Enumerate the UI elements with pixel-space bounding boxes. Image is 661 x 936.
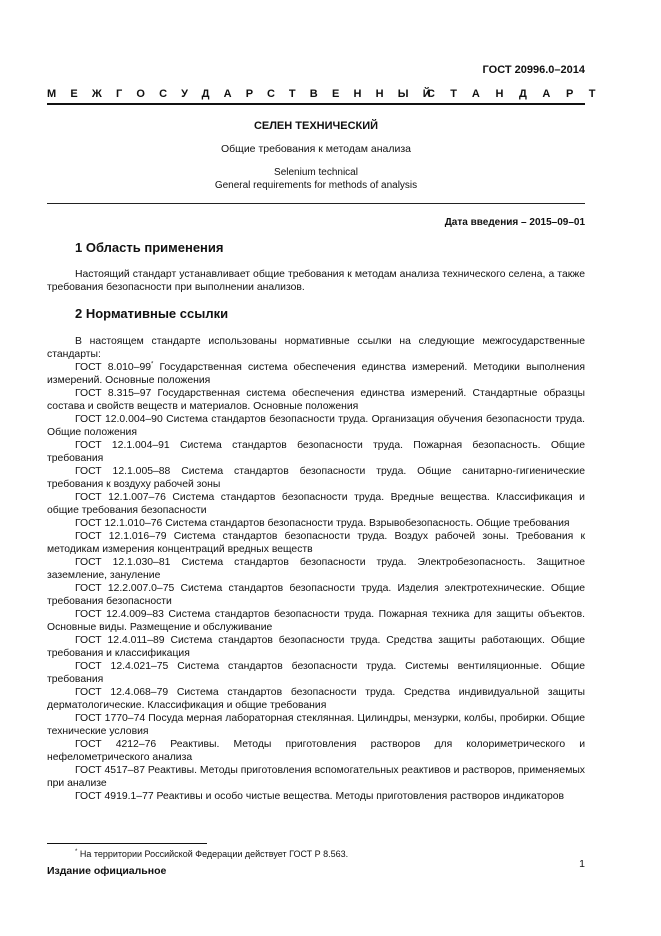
reference-item xyxy=(47,764,585,790)
reference-title: Реактивы. Методы приготовления вспомогательных реактивов и растворов, применяемых при анализе xyxy=(47,765,586,789)
reference-code: ГОСТ 12.1.005–88 xyxy=(75,466,171,477)
reference-title: Система стандартов безопасности труда. Пожарная техника для защиты объектов. Основные виды. Размещение и обслуживание xyxy=(47,609,585,633)
reference-title: Система стандартов безопасности труда. Воздух рабочей зоны. Требования к методикам измерения концентраций вредных веществ xyxy=(47,531,585,555)
reference-code: ГОСТ 12.1.030–81 xyxy=(75,557,171,568)
reference-code: ГОСТ 8.315–97 xyxy=(75,388,152,399)
reference-title: Система стандартов безопасности труда. Электробезопасность. Защитное заземление, зануление xyxy=(47,557,585,581)
reference-title: Система стандартов безопасности труда. Изделия электротехнические. Общие требования безопасности xyxy=(47,583,586,607)
section-1-body xyxy=(47,268,585,294)
reference-item xyxy=(47,556,585,582)
reference-code: ГОСТ 12.4.009–83 xyxy=(75,609,164,620)
footnote xyxy=(75,849,348,859)
reference-title: Система стандартов безопасности труда. Средства индивидуальной защиты дерматологические. Классификация и общие требования xyxy=(47,687,585,711)
reference-item xyxy=(47,634,585,660)
footnote-text: На территории Российской Федерации действует ГОСТ Р 8.563. xyxy=(77,849,349,859)
reference-title: Государственная система обеспечения единства измерений. Стандартные образцы состава и свойств веществ и материалов. Основные положения xyxy=(47,388,585,412)
reference-title: Система стандартов безопасности труда. Организация обучения безопасности труда. Общие положения xyxy=(47,414,585,438)
banner-word-standard: СТАНДАРТ xyxy=(427,88,612,100)
banner-word-interstate: МЕЖГОСУДАРСТВЕННЫЙ xyxy=(47,88,445,100)
reference-item xyxy=(47,686,585,712)
footnote-mark: * xyxy=(75,849,78,855)
reference-item xyxy=(47,387,585,413)
reference-code: ГОСТ 12.2.007.0–75 xyxy=(75,583,175,594)
header-divider xyxy=(47,103,585,105)
normative-references xyxy=(47,335,585,803)
reference-code: ГОСТ 12.1.007–76 xyxy=(75,492,166,503)
reference-item xyxy=(47,361,585,387)
reference-item xyxy=(47,413,585,439)
reference-code: ГОСТ 12.1.004–91 xyxy=(75,440,170,451)
reference-code: ГОСТ 12.4.021–75 xyxy=(75,661,169,672)
reference-item xyxy=(47,491,585,517)
standard-title-english: Selenium technical xyxy=(274,167,358,178)
reference-title: Система стандартов безопасности труда. Пожарная безопасность. Общие требования xyxy=(47,440,585,464)
section-1-paragraph: Настоящий стандарт устанавливает общие требования к методам анализа технического селена, а также требования безопасности при выполнении анализов. xyxy=(47,269,585,293)
reference-item xyxy=(47,582,585,608)
reference-title: Реактивы. Методы приготовления растворов для колориметрического и нефелометрического анализа xyxy=(47,739,585,763)
section-1-heading: 1 Область применения xyxy=(75,240,224,255)
reference-title: Посуда мерная лабораторная стеклянная. Цилиндры, мензурки, колбы, пробирки. Общие технические условия xyxy=(47,713,585,737)
reference-code: ГОСТ 12.1.016–79 xyxy=(75,531,167,542)
standard-subtitle: Общие требования к методам анализа xyxy=(221,143,411,155)
reference-code: ГОСТ 4212–76 xyxy=(75,739,157,750)
section-2-intro: В настоящем стандарте использованы нормативные ссылки на следующие межгосударственные стандарты: xyxy=(47,336,585,360)
reference-code: ГОСТ 12.1.010–76 xyxy=(75,518,163,529)
introduction-date: Дата введения – 2015–09–01 xyxy=(444,217,585,228)
page-number: 1 xyxy=(579,858,585,870)
reference-item xyxy=(47,738,585,764)
reference-title: Система стандартов безопасности труда. Средства защиты работающих. Общие требования и классификация xyxy=(47,635,585,659)
reference-item xyxy=(47,517,585,530)
reference-code: ГОСТ 8.010–99 xyxy=(75,362,152,373)
reference-code: ГОСТ 4517–87 xyxy=(75,765,145,776)
reference-item xyxy=(47,790,585,803)
reference-title: Реактивы и особо чистые вещества. Методы приготовления растворов индикаторов xyxy=(153,791,565,802)
reference-title: Система стандартов безопасности труда. Вредные вещества. Классификация и общие требования безопасности xyxy=(47,492,585,516)
reference-code: ГОСТ 12.4.011–89 xyxy=(75,635,165,646)
footnote-divider xyxy=(47,843,207,844)
reference-item xyxy=(47,608,585,634)
reference-title: Государственная система обеспечения единства измерений. Методики выполнения измерений. Основные положения xyxy=(47,362,585,386)
standard-title: СЕЛЕН ТЕХНИЧЕСКИЙ xyxy=(253,120,379,132)
reference-item xyxy=(47,712,585,738)
reference-item xyxy=(47,465,585,491)
reference-code: ГОСТ 12.0.004–90 xyxy=(75,414,163,425)
reference-title: Система стандартов безопасности труда. Взрывобезопасность. Общие требования xyxy=(162,518,570,529)
reference-title: Система стандартов безопасности труда. Общие санитарно-гигиенические требования к воздуху рабочей зоны xyxy=(47,466,585,490)
reference-item xyxy=(47,660,585,686)
reference-item xyxy=(47,439,585,465)
reference-item xyxy=(47,530,585,556)
title-divider xyxy=(47,203,585,204)
reference-code: ГОСТ 12.4.068–79 xyxy=(75,687,169,698)
official-edition-label: Издание официальное xyxy=(47,865,167,877)
section-2-heading: 2 Нормативные ссылки xyxy=(75,306,229,321)
reference-title: Система стандартов безопасности труда. Системы вентиляционные. Общие требования xyxy=(47,661,585,685)
document-code: ГОСТ 20996.0–2014 xyxy=(482,64,585,76)
reference-code: ГОСТ 1770–74 xyxy=(75,713,146,724)
standard-subtitle-english: General requirements for methods of analysis xyxy=(214,180,418,191)
reference-code: ГОСТ 4919.1–77 xyxy=(75,791,154,802)
reference-footnote-mark: * xyxy=(151,361,154,368)
